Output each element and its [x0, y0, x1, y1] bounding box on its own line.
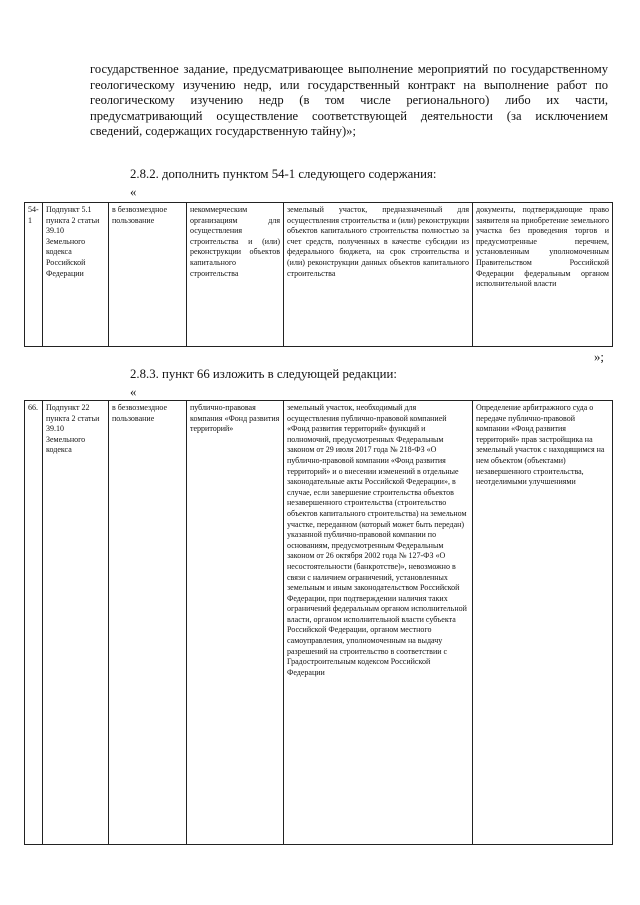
cell-documents: документы, подтверждающие право заявителя на приобретение земельного участка без проведения торгов и предусмотренные перечнем, установленным уполномоченным Правительством Российской Федерации федеральным органом исполнительной власти	[473, 203, 613, 347]
table-row	[25, 401, 613, 845]
cell-documents: Определение арбитражного суда о передаче публично-правовой компании «Фонд развития территорий» прав застройщика на земельный участок с находящимся на нем объектом (объектами) незавершенного строительства, неотделимыми улучшениями	[473, 401, 613, 845]
cell-land-plot: земельный участок, предназначенный для осуществления строительства и (или) реконструкции объектов капитального строительства полностью за счет средств, полученных в качестве субсидии из федерального бюджета, на срок строительства и (или) реконструкции данных объектов капитального строительства	[284, 203, 473, 347]
cell-recipient: публично-правовая компания «Фонд развития территорий»	[187, 401, 284, 845]
table-row	[25, 203, 613, 347]
cell-right-type: в безвозмездное пользование	[109, 203, 187, 347]
open-quote-1: «	[130, 185, 137, 199]
cell-right-type: в безвозмездное пользование	[109, 401, 187, 845]
cell-recipient: некоммерческим организациям для осуществления строительства и (или) реконструкции объектов капитального строительства	[187, 203, 284, 347]
cell-legal-basis: Подпункт 5.1 пункта 2 статьи 39.10 Земельного кодекса Российской Федерации	[43, 203, 109, 347]
cell-item-number: 54-1	[25, 203, 43, 347]
section-heading-2-8-3: 2.8.3. пункт 66 изложить в следующей редакции:	[130, 367, 397, 381]
section-heading-2-8-2: 2.8.2. дополнить пунктом 54-1 следующего содержания:	[130, 167, 437, 181]
table-item-66	[24, 400, 613, 845]
close-quote-1: »;	[594, 350, 604, 364]
cell-legal-basis: Подпункт 22 пункта 2 статьи 39.10 Земельного кодекса	[43, 401, 109, 845]
open-quote-2: «	[130, 385, 137, 399]
cell-item-number: 66.	[25, 401, 43, 845]
intro-paragraph: государственное задание, предусматривающее выполнение мероприятий по государственному геологическому изучению недр, или государственный контракт на выполнение работ по геологическому изучению недр (в том числе регионального) либо их части, предусматривающий осуществление соответствующей деятельности (за исключением сведений, содержащих государственную тайну)»;	[90, 62, 608, 139]
cell-land-plot: земельный участок, необходимый для осуществления публично-правовой компанией «Фонд развития территорий» функций и полномочий, предусмотренных Федеральным законом от 29 июля 2017 года № 218-ФЗ «О публично-правовой компании «Фонд развития территорий» и о внесении изменений в отдельные законодательные акты Российской Федерации», в случае, если завершение строительства объектов незавершенного строительства (строительство объектов капитального строительства) на земельном участке, переданном (который может быть передан) указанной публично-правовой компании по основаниям, предусмотренным Федеральным законом от 26 октября 2002 года № 127-ФЗ «О несостоятельности (банкротстве)», невозможно в связи с наличием ограничений, установленных земельным и иным законодательством Российской Федерации, при подтверждении наличия таких ограничений федеральным органом исполнительной власти, органом исполнительной власти субъекта Российской Федерации, органом местного самоуправления, уполномоченным на выдачу разрешений на строительство в соответствии с Градостроительным кодексом Российской Федерации	[284, 401, 473, 845]
table-item-54-1	[24, 202, 613, 347]
